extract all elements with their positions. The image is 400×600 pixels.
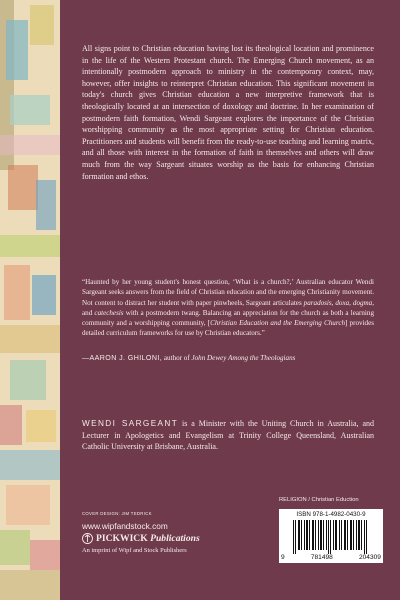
isbn-digit-group: 781498 bbox=[310, 554, 333, 561]
pickwick-logo-icon bbox=[82, 533, 93, 544]
cover-artwork bbox=[0, 0, 60, 600]
isbn-label: ISBN 978-1-4982-0430-9 bbox=[296, 511, 366, 518]
publisher-name bbox=[96, 533, 200, 544]
author-bio bbox=[82, 418, 374, 453]
endorsement-text: ] provides detailed curriculum frameworks for use by Christian educators.” bbox=[82, 319, 374, 338]
endorsement-emphasis: paradosis, doxa, dogma, bbox=[303, 298, 374, 307]
isbn-barcode-box bbox=[279, 509, 383, 563]
cover-artwork-strip bbox=[0, 0, 60, 600]
subject-category: RELIGION / Christian Eduction bbox=[279, 497, 359, 503]
book-description: All signs point to Christian education having lost its theological location and prominence in the life of the Western Protestant church. The Emerging Church movement, as an intentionally postmodern approach to ministry in the contemporary context, may, however, offer insights to reinterpret Christian education. This significant movement in today's church gives Christian education a new interpretive framework that is theologically located at an intersection of doxology and doctrine. In her examination of postmodern faith formation, Wendi Sargeant explores the importance of the Christian worshipping community as the most appropriate setting for Christian education. Practitioners and students will benefit from the ready-to-use teaching and learning matrix, and all those with interest in the formation of faith in themselves and others will draw much from the way Sargeant situates worship as the basis for enhancing Christian formation and ethos. bbox=[82, 44, 374, 181]
endorsement-text: “Haunted by her young student's honest question, ‘What is a church?,’ Australian educator Wendi Sargeant seeks answers from the field of Christian education and the emerging Christianity movement. Not content to distract her student with paper pinwheels, Sargeant articulates bbox=[82, 278, 374, 307]
endorsement-emphasis: catechesis bbox=[94, 308, 124, 317]
endorser-book: John Dewey Among the Theologians bbox=[191, 354, 296, 362]
endorsement-attribution bbox=[82, 353, 374, 363]
isbn-digit-group: 9 bbox=[281, 554, 285, 561]
isbn-digits bbox=[281, 554, 381, 561]
cover-design-credit: COVER DESIGN: JIM TEDRICK bbox=[82, 511, 152, 516]
endorser-name: —AARON J. GHILONI, bbox=[82, 354, 163, 362]
isbn-digit-group: 204309 bbox=[358, 554, 381, 561]
publisher-name-italic: Publications bbox=[150, 533, 200, 544]
author-bio-text: is a Minister with the Uniting Church in Australia, and Lecturer in Apologetics and Evangelism at Trinity College Queensland, Australian Catholic University at Brisbane, Australia. bbox=[82, 419, 374, 451]
endorser-desc: author of bbox=[162, 354, 192, 362]
endorsement-quote bbox=[82, 277, 374, 339]
publisher-name-main: PICKWICK bbox=[96, 533, 148, 544]
endorsement-text: and bbox=[82, 308, 95, 317]
author-name: WENDI SARGEANT bbox=[82, 419, 179, 428]
publisher-imprint: An imprint of Wipf and Stock Publishers bbox=[82, 547, 187, 554]
barcode-icon bbox=[293, 520, 369, 554]
endorsement-book-title: Christian Education and the Emerging Church bbox=[210, 319, 346, 328]
publisher-website[interactable]: www.wipfandstock.com bbox=[82, 521, 168, 531]
publisher-logo bbox=[82, 533, 200, 544]
endorsement-text: with a postmodern twang. Balancing an appreciation for the church as both a learning community and a worshipping community, [ bbox=[82, 308, 374, 328]
